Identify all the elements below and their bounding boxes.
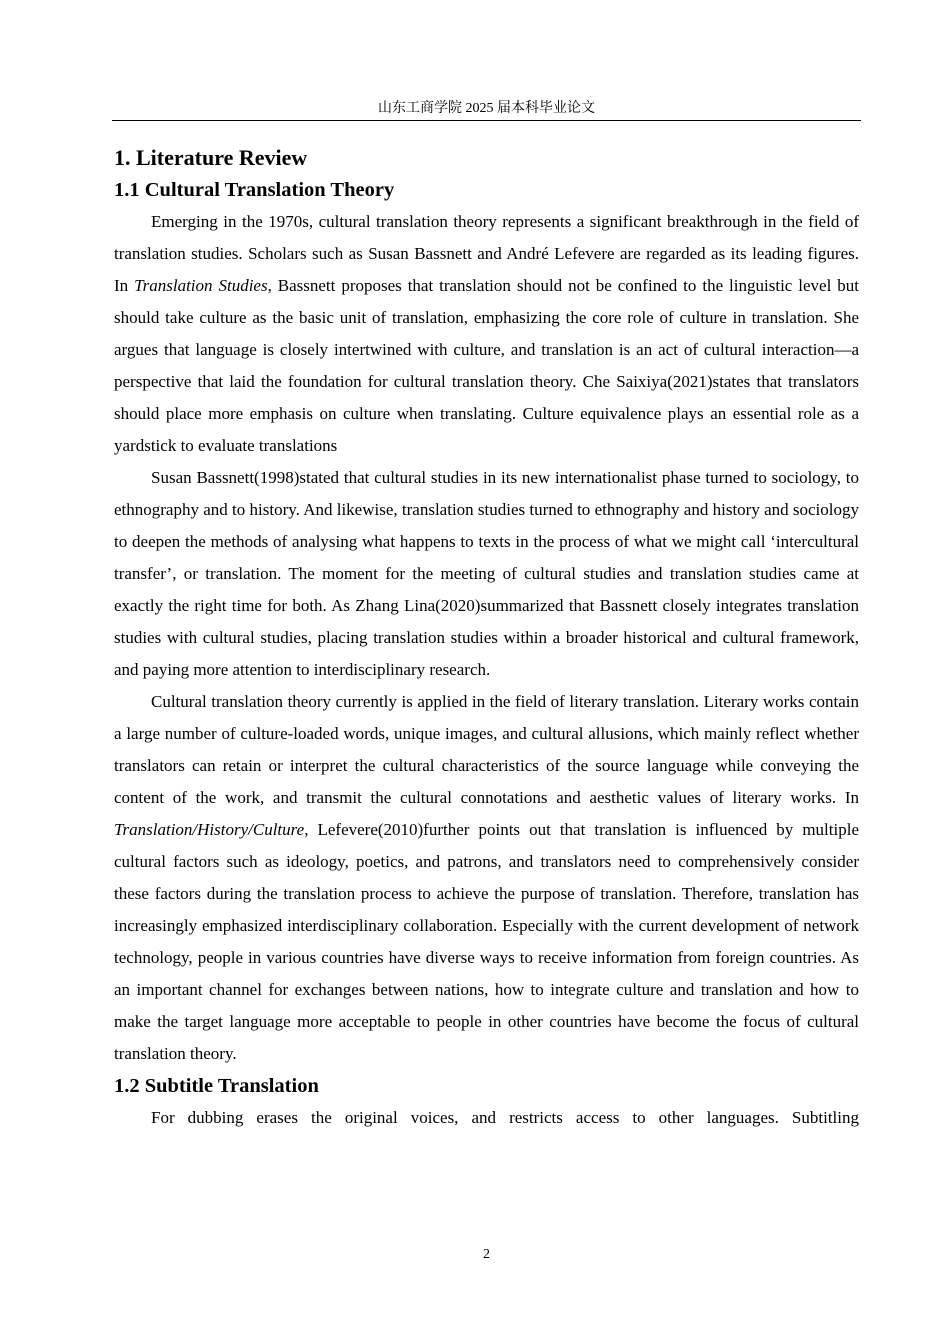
paragraph-3-text-b: , Lefevere(2010)further points out that translation is influenced by multiple cultural factors such as ideology, poetics, and patrons, and translators need to comprehensively consider these factors during the translation process to achieve the purpose of translation. Therefore, translation has increasingly emphasized interdisciplinary collaboration. Especially with the current development of network technology, people in various countries have diverse ways to receive information from foreign countries. As an important channel for exchanges between nations, how to integrate culture and translation and how to make the target language more acceptable to people in other countries have become the focus of cultural translation theory. (114, 820, 859, 1063)
book-title-translation-history-culture: Translation/History/Culture (114, 820, 305, 839)
book-title-translation-studies: Translation Studies (134, 276, 268, 295)
subsection-heading-cultural-translation-theory: 1.1 Cultural Translation Theory (114, 179, 395, 201)
page-number: 2 (483, 1247, 490, 1262)
page-body (114, 142, 859, 1134)
section-heading-literature-review: 1. Literature Review (114, 145, 308, 170)
subsection-heading-subtitle-translation: 1.2 Subtitle Translation (114, 1075, 319, 1097)
header-rule (112, 120, 861, 121)
paragraph-2: Susan Bassnett(1998)stated that cultural studies in its new internationalist phase turned to sociology, to ethnography and to history. And likewise, translation studies turned to ethnography and history and sociology to deepen the methods of analysing what happens to texts in the process of what we might call ‘intercultural transfer’, or translation. The moment for the meeting of cultural studies and translation studies came at exactly the right time for both. As Zhang Lina(2020)summarized that Bassnett closely integrates translation studies with cultural studies, placing translation studies within a broader historical and cultural framework, and paying more attention to interdisciplinary research. (114, 468, 859, 679)
paragraph-3 (114, 686, 859, 1070)
running-header: 山东工商学院 2025 届本科毕业论文 (378, 101, 595, 116)
paragraph-1 (114, 206, 859, 462)
paragraph-3-text-a: Cultural translation theory currently is applied in the field of literary translation. Literary works contain a large number of culture-loaded words, unique images, and cultural allusions, which mainly reflect whether translators can retain or interpret the cultural characteristics of the source language while conveying the content of the work, and transmit the cultural connotations and aesthetic values of literary works. In (114, 692, 859, 807)
paragraph-1-text-b: , Bassnett proposes that translation should not be confined to the linguistic level but should take culture as the basic unit of translation, emphasizing the core role of culture in translation. She argues that language is closely intertwined with culture, and translation is an act of cultural interaction—a perspective that laid the foundation for cultural translation theory. Che Saixiya(2021)states that translators should place more emphasis on culture when translating. Culture equivalence plays an essential role as a yardstick to evaluate translations (114, 276, 859, 455)
paragraph-1-text-a: Emerging in the 1970s, cultural translation theory represents a significant breakthrough in the field of translation studies. Scholars such as Susan Bassnett and André Lefevere are regarded as its leading figures. In (114, 212, 859, 295)
paragraph-4: For dubbing erases the original voices, and restricts access to other languages. Subtitling (151, 1108, 859, 1127)
